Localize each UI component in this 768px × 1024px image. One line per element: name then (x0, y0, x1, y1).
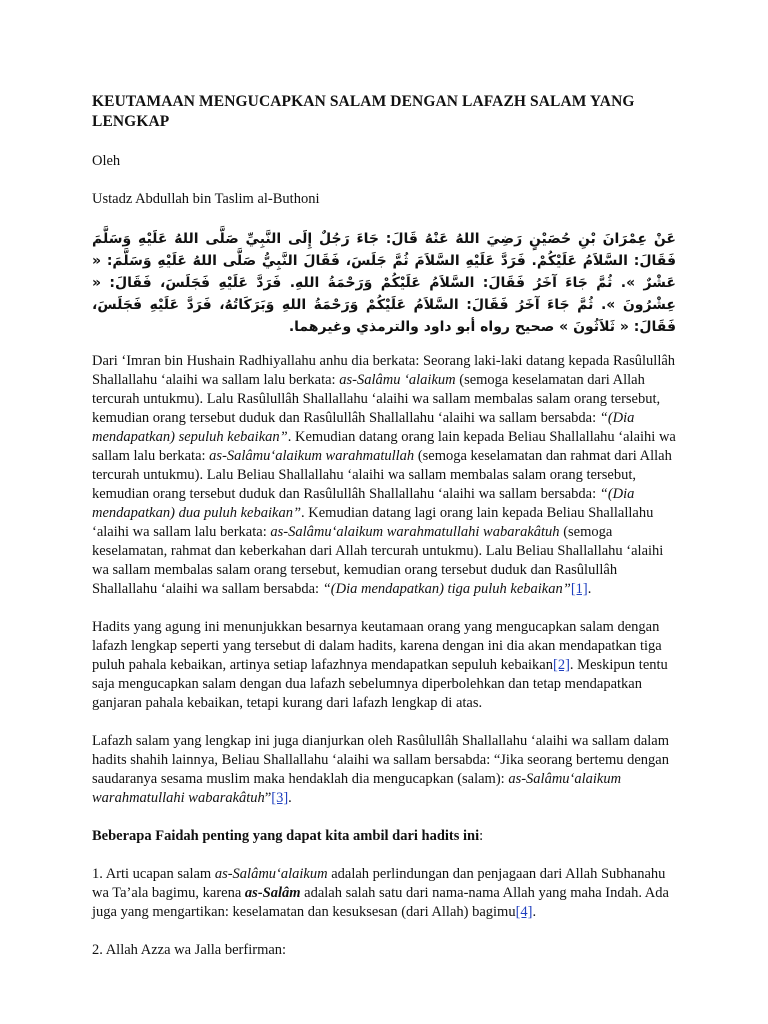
text-span: ” (264, 790, 272, 806)
arabic-hadith-text: عَنْ عِمْرَانَ بْنِ حُصَيْنٍ رَضِيَ اللهُ عَنْهُ قَالَ: جَاءَ رَجُلٌ إِلَى النَّبِيِّ صَلَّى اللهُ عَلَيْهِ وَسَلَّمَ فَقَالَ: السَّلاَمُ عَلَيْكُمْ. فَرَدَّ عَلَيْهِ السَّلاَمَ ثُمَّ جَلَسَ، فَقَالَ النَّبِيُّ صَلَّى اللهُ عَلَيْهِ وَسَلَّمَ: « عَشْرٌ ». ثُمَّ جَاءَ آخَرُ فَقَالَ: السَّلاَمُ عَلَيْكُمْ وَرَحْمَةُ اللهِ. فَرَدَّ عَلَيْهِ فَجَلَسَ، فَقَالَ: « عِشْرُونَ ». ثُمَّ جَاءَ آخَرُ فَقَالَ: السَّلاَمُ عَلَيْكُمْ وَرَحْمَةُ اللهِ وَبَرَكَاتُهُ، فَرَدَّ عَلَيْهِ فَجَلَسَ، فَقَالَ: « ثَلاَثُونَ » صحيح رواه أبو داود والترمذي وغيرهما. (92, 231, 676, 335)
section-heading (92, 827, 676, 846)
footnote-link-2[interactable]: [2] (553, 657, 570, 673)
by-label: Oleh (92, 153, 121, 169)
italic-phrase: “(Dia mendapatkan) tiga puluh kebaikan” (322, 581, 571, 597)
italic-phrase: as-Salâmu‘alaikum warahmatullah (209, 448, 415, 464)
text-span: . Kemudian datang orang lain kepada Beliau Shallallahu ‘alaihi wa sallam lalu berkata: (92, 429, 676, 464)
text-span: . (587, 581, 592, 597)
text-span: Lafazh salam yang lengkap ini juga dianjurkan oleh Rasûlullâh Shallallahu ‘alaihi wa sallam dalam hadits shahih lainnya, Beliau Shallallahu ‘alaihi wa sallam bersabda: “Jika seorang bertemu dengan saudaranya sesama muslim maka hendaklah dia mengucapkan (salam): (92, 733, 669, 787)
text-span: (semoga keselamatan dan rahmat dari Allah tercurah untukmu). Lalu Beliau Shallallahu ‘alaihi wa sallam membalas salam orang tersebut, kemudian orang tersebut duduk dan Rasûlullâh Shallallahu ‘alaihi wa sallam bersabda: (92, 448, 672, 502)
footnote-link-3[interactable]: [3] (271, 790, 289, 806)
text-span: Dari ‘Imran bin Hushain Radhiyallahu anhu dia berkata: Seorang laki-laki datang kepada Rasûlullâh Shallallahu ‘alaihi wa sallam lalu berkata: (92, 353, 676, 388)
text-span: . (532, 904, 537, 920)
text-span: adalah salah satu dari nama-nama Allah yang maha Indah. Ada juga yang mengartikan: keselamatan dan kesuksesan (dari Allah) bagimu (92, 885, 669, 920)
explanation-paragraph (92, 618, 676, 713)
text-span: (semoga keselamatan, rahmat dan keberkahan dari Allah tercurah untukmu). Lalu Beliau Shallallahu ‘alaihi wa sallam membalas salam orang tersebut, kemudian orang tersebut duduk dan Rasûlullâh Shallallahu ‘alaihi wa sallam bersabda: (92, 524, 664, 597)
text-span: adalah perlindungan dan penjagaan dari Allah Subhanahu wa Ta’ala bagimu, karena (92, 866, 666, 901)
text-span: . (288, 790, 292, 806)
text-span: 1. Arti ucapan salam (92, 866, 215, 882)
section-heading-colon: : (479, 828, 484, 844)
text-span: Hadits yang agung ini menunjukkan besarnya keutamaan orang yang mengucapkan salam dengan lafazh lengkap seperti yang tersebut di dalam hadits, karena dengan ini dia akan mendapatkan tiga puluh pahala kebaikan, artinya setiap lafazhnya mendapatkan sepuluh kebaikan (92, 619, 662, 673)
italic-phrase: as-Salâmu‘alaikum warahmatullahi wabarakâtuh (92, 771, 622, 806)
text-span: . Meskipun tentu saja mengucapkan salam dengan dua lafazh sebelumnya diperbolehkan dan tetap mendapatkan ganjaran pahala kebaikan, tetapi kurang dari lafazh lengkap di atas. (92, 657, 668, 711)
recommendation-paragraph (92, 732, 676, 808)
text-span: . Kemudian datang lagi orang lain kepada Beliau Shallallahu ‘alaihi wa sallam lalu berkata: (92, 505, 654, 540)
footnote-link-1[interactable]: [1] (570, 581, 588, 597)
bold-italic-phrase: as-Salâm (244, 885, 301, 901)
italic-phrase: “(Dia mendapatkan) sepuluh kebaikan” (92, 410, 635, 445)
text-span: (semoga keselamatan dari Allah tercurah untukmu). Lalu Rasûlullâh Shallallahu ‘alaihi wa sallam membalas salam orang tersebut, kemudian orang tersebut duduk dan Rasûlullâh Shallallahu ‘alaihi wa sallam bersabda: (92, 372, 661, 426)
faidah-item-1 (92, 865, 676, 922)
section-heading-text: Beberapa Faidah penting yang dapat kita ambil dari hadits ini (92, 828, 480, 844)
italic-phrase: as-Salâmu‘alaikum warahmatullahi wabarakâtuh (270, 524, 560, 540)
italic-phrase: as-Salâmu‘alaikum (214, 866, 328, 882)
hadith-translation-paragraph (92, 352, 676, 599)
faidah-item-2: 2. Allah Azza wa Jalla berfirman: (92, 942, 287, 958)
document-title: KEUTAMAAN MENGUCAPKAN SALAM DENGAN LAFAZH SALAM YANG LENGKAP (92, 93, 635, 130)
italic-phrase: “(Dia mendapatkan) dua puluh kebaikan” (92, 486, 635, 521)
footnote-link-4[interactable]: [4] (515, 904, 533, 920)
italic-phrase: as-Salâmu ‘alaikum (339, 372, 456, 388)
author-name: Ustadz Abdullah bin Taslim al-Buthoni (92, 191, 320, 207)
